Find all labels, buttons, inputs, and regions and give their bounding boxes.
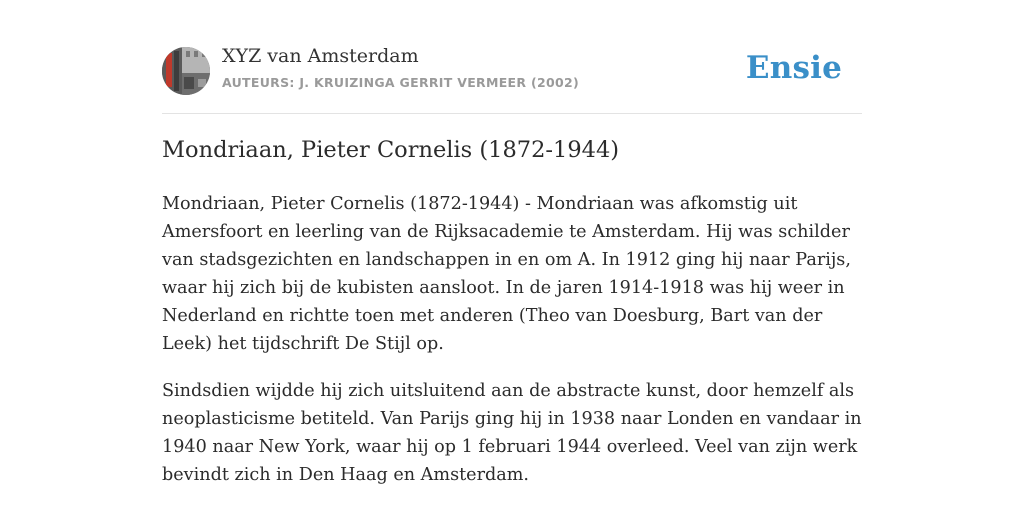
- entry-paragraph: Mondriaan, Pieter Cornelis (1872-1944) - Mondriaan was afkomstig uit Amersfoort en leerling van de Rijksacademie te Amsterdam. Hij was schilder van stadsgezichten en landschappen in en om A. In 1912 ging hij naar Parijs, waar hij zich bij de kubisten aansloot. In de jaren 1914-1918 was hij weer in Nederland en richtte toen met anderen (Theo van Doesburg, Bart van der Leek) het tijdschrift De Stijl op.: [162, 194, 851, 354]
- ensie-logo[interactable]: Ensie: [745, 50, 842, 86]
- entry-paragraph: Sindsdien wijdde hij zich uitsluitend aan de abstracte kunst, door hemzelf als neoplasticisme betiteld. Van Parijs ging hij in 1938 naar Londen en vandaar in 1940 naar New York, waar hij op 1 februari 1944 overleed. Veel van zijn werk bevindt zich in Den Haag en Amsterdam.: [162, 381, 862, 485]
- source-avatar[interactable]: [162, 47, 210, 95]
- source-authors: AUTEURS: J. KRUIZINGA GERRIT VERMEER (2002): [222, 75, 579, 90]
- entry-card: [162, 0, 862, 485]
- source-title[interactable]: XYZ van Amsterdam: [222, 45, 419, 67]
- entry-title: Mondriaan, Pieter Cornelis (1872-1944): [162, 137, 620, 163]
- entry-header: [162, 0, 862, 114]
- street-photo-icon: [162, 47, 210, 95]
